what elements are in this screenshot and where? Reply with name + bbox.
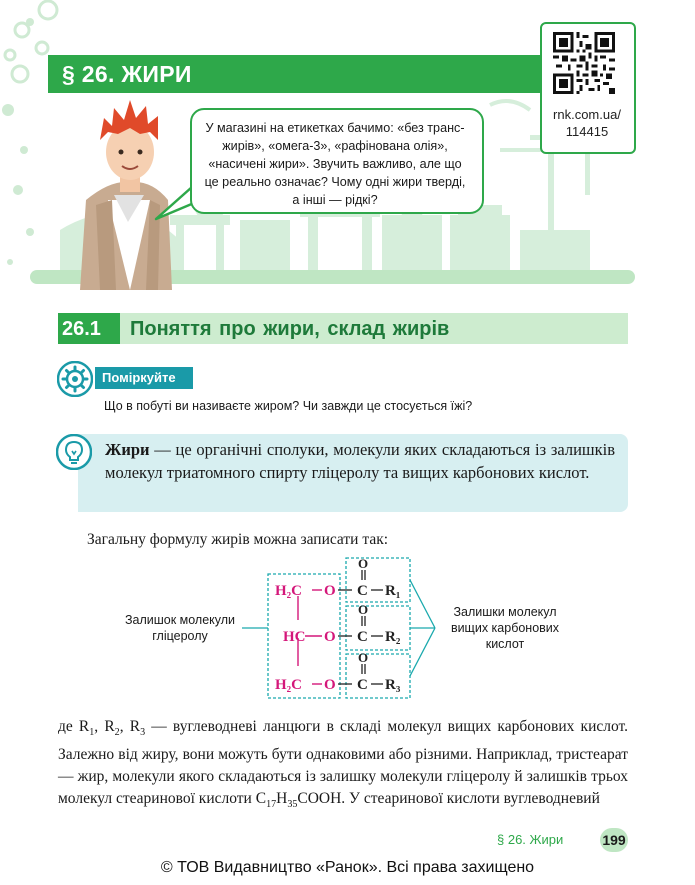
row2-ch: HC [283, 629, 306, 645]
formula-intro: Загальну формулу жирів можна записати так: [87, 531, 389, 548]
row3-carbonyl-o: O [358, 650, 369, 665]
think-question: Що в побуті ви називаєте жиром? Чи завжди це стосується їжі? [104, 399, 473, 413]
triglyceride-formula [100, 552, 600, 702]
sub-17: 17 [266, 799, 277, 811]
chapter-title: § 26. ЖИРИ [62, 61, 192, 87]
row1-oxygen: O [324, 583, 336, 599]
sub-2: 2 [114, 727, 120, 739]
lightbulb-icon [56, 434, 92, 470]
body-part-f: COOH. У стеаринової кислоти вуглеводневий [297, 790, 600, 808]
footer-section-ref: § 26. Жири [497, 832, 564, 847]
body-paragraph [58, 716, 628, 816]
sub-35: 35 [287, 799, 298, 811]
r2: R₂ [385, 629, 401, 645]
acid-box-3 [346, 654, 410, 698]
definition-term: Жири [105, 440, 150, 459]
body-part-b: , R [94, 718, 115, 735]
page-number: 199 [602, 832, 626, 848]
qr-link-line2[interactable]: 114415 [565, 124, 609, 139]
definition-body: — це органічні сполуки, молекули яких складаються із залишків молекул триатомного спирту гліцеролу та вищих карбонових кислот. [105, 440, 615, 482]
body-part-c: , R [119, 718, 141, 735]
section-number: 26.1 [62, 318, 101, 340]
body-part-e: H [276, 790, 288, 808]
row3-oxygen: O [324, 677, 336, 693]
body-part-a: де R [58, 718, 90, 735]
glycerol-label-1: Залишок молекули [124, 613, 236, 627]
row1-ch2: H₂C [275, 583, 302, 599]
row1-carbonyl-o: O [358, 556, 369, 571]
qr-code-icon[interactable] [553, 32, 615, 94]
r1: R₁ [385, 583, 401, 599]
row2-carbon: C [357, 629, 368, 645]
speech-text: У магазині на етикетках бачимо: «без транс-жирів», «омега-3», «рафінована олія», «насичені жири». Звучить важливо, але що це реально означає? Чому одні жири тверді, а інші — рідкі? [204, 121, 466, 207]
acid-box-2 [346, 606, 410, 650]
section-title: Поняття про жири, склад жирів [130, 318, 450, 340]
glycerol-label-2: гліцеролу [152, 629, 208, 643]
qr-link-text[interactable] [541, 106, 633, 140]
qr-link-line1[interactable]: rnk.com.ua/ [553, 107, 621, 122]
think-label: Поміркуйте [102, 370, 176, 385]
body-part-d: — вуглеводневі ланцюги в складі молекул вищих карбонових кислот. Залежно від жиру, вони можуть бути однаковими або різними. Наприклад, тристеарат — жир, молекули якого складаються із залишку молекули гліцеролу й залишків трьох молекул стеаринової кислоти C [58, 718, 629, 808]
sub-1: 1 [89, 727, 95, 739]
row2-oxygen: O [324, 629, 336, 645]
gear-icon [57, 361, 93, 397]
acid-box-1 [346, 558, 410, 602]
acids-label-1: Залишки молекул [453, 605, 557, 619]
row3-carbon: C [357, 677, 368, 693]
sub-3: 3 [140, 727, 146, 739]
row1-carbon: C [357, 583, 368, 599]
row3-ch2: H₂C [275, 677, 302, 693]
acids-label-3: кислот [485, 637, 525, 651]
r3: R₃ [385, 677, 401, 693]
row2-carbonyl-o: O [358, 602, 369, 617]
definition-text [105, 438, 615, 484]
copyright: © ТОВ Видавництво «Ранок». Всі права захищено [160, 859, 535, 876]
acids-label-2: вищих карбонових [450, 621, 560, 635]
